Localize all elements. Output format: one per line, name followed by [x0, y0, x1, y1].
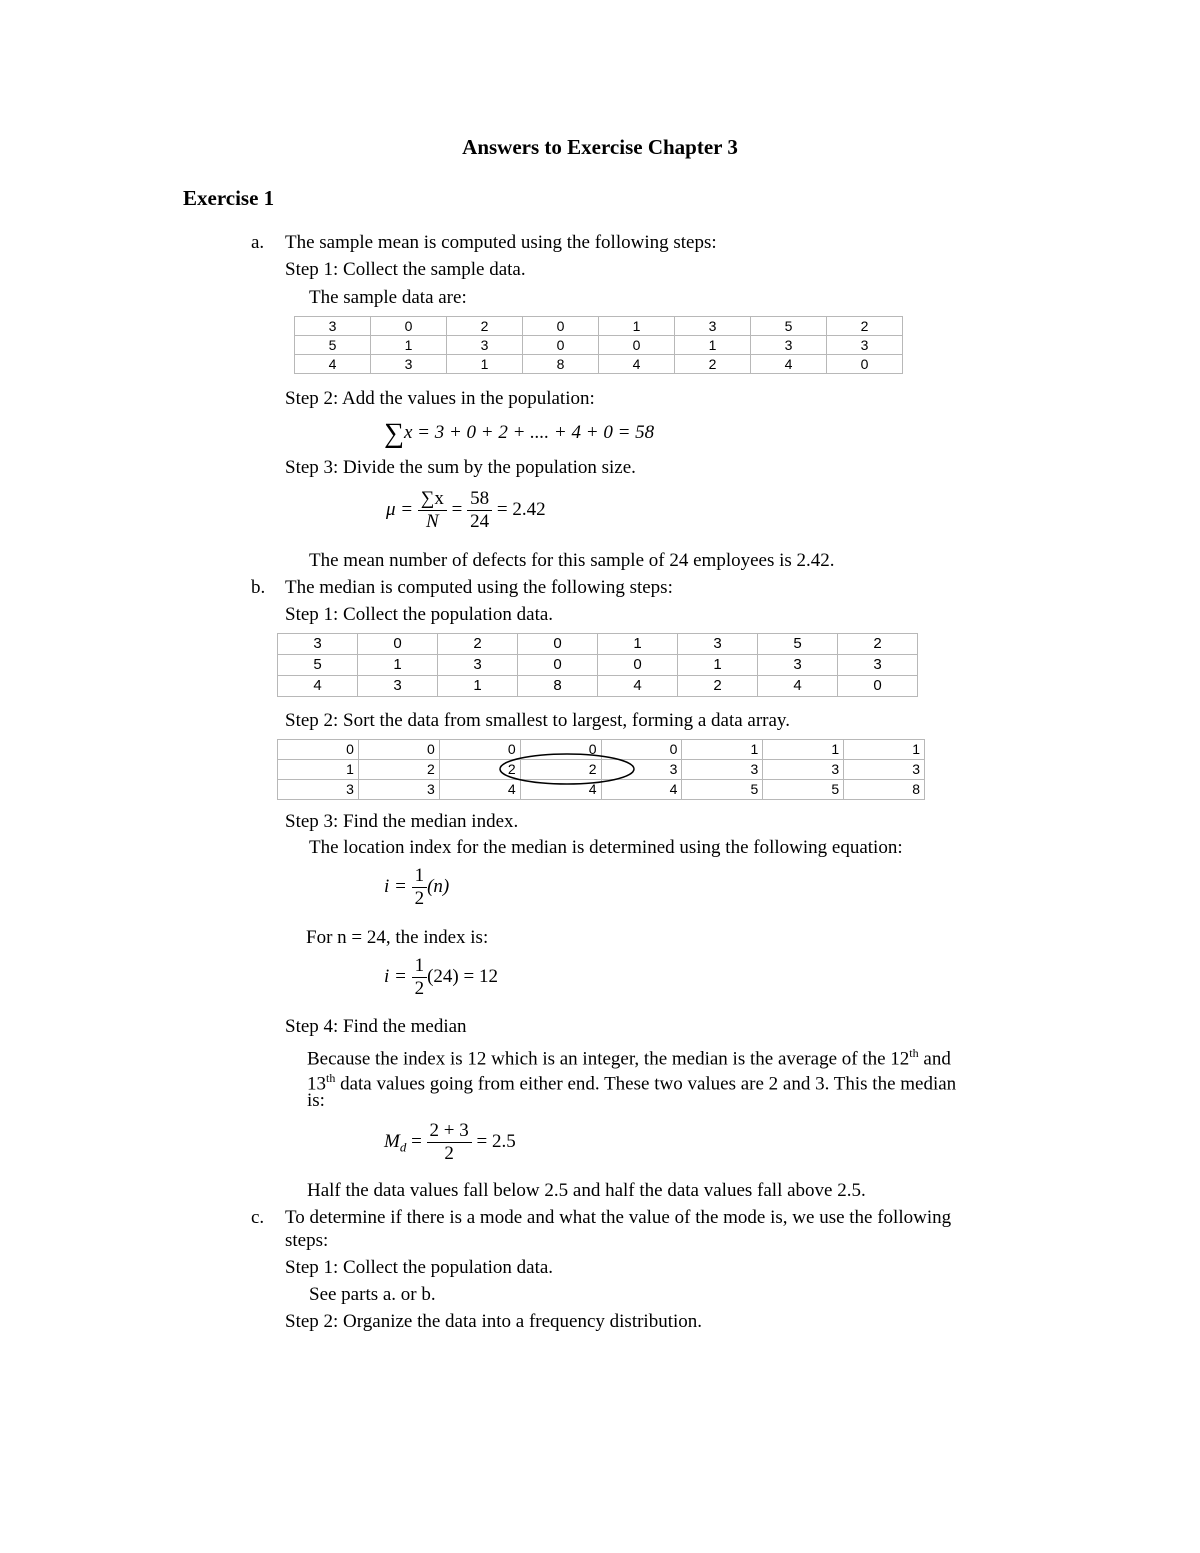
- because-2a: 13: [307, 1073, 326, 1095]
- mu-den2: 24: [470, 511, 490, 532]
- because-1b: and: [918, 1048, 951, 1070]
- median-formula: [384, 1120, 516, 1165]
- table-cell: 3: [763, 760, 844, 780]
- table-cell: 3: [827, 336, 903, 355]
- for-n-text: For n = 24, the index is:: [306, 927, 489, 948]
- table-cell: 1: [678, 655, 758, 676]
- part-b-step3: Step 3: Find the median index.: [285, 811, 519, 832]
- table-row: [295, 317, 903, 336]
- table-row: [278, 676, 918, 697]
- table-cell: 0: [523, 336, 599, 355]
- table-cell: 3: [295, 317, 371, 336]
- table-cell: 3: [838, 655, 918, 676]
- table-cell: 1: [447, 355, 523, 374]
- table-cell: 5: [278, 655, 358, 676]
- part-b-step1: Step 1: Collect the population data.: [285, 604, 554, 625]
- table-cell: 5: [295, 336, 371, 355]
- md-rhs: = 2.5: [476, 1130, 516, 1152]
- part-c-see: See parts a. or b.: [309, 1284, 436, 1305]
- table-cell: 1: [682, 740, 763, 760]
- table-cell: 1: [358, 655, 438, 676]
- index-formula: [384, 865, 449, 910]
- because-line-2: [307, 1067, 956, 1095]
- table-cell: 4: [295, 355, 371, 374]
- table-cell: 0: [439, 740, 520, 760]
- table-cell: 0: [520, 740, 601, 760]
- eq2-lhs: i =: [384, 965, 407, 987]
- eq1-den: 2: [414, 888, 425, 909]
- mu-rhs: = 2.42: [496, 498, 546, 520]
- mu-lhs: μ =: [386, 498, 414, 520]
- table-cell: 4: [598, 676, 678, 697]
- md-eq: =: [406, 1130, 422, 1152]
- sup-th-2: th: [326, 1071, 336, 1085]
- table-cell: 3: [358, 780, 439, 800]
- table-cell: 3: [675, 317, 751, 336]
- table-cell: 2: [438, 634, 518, 655]
- part-a-marker: a.: [251, 232, 265, 253]
- table-cell: 3: [601, 760, 682, 780]
- table-cell: 1: [763, 740, 844, 760]
- table-cell: 4: [278, 676, 358, 697]
- table-cell: 0: [358, 740, 439, 760]
- table-cell: 3: [447, 336, 523, 355]
- part-c-intro-2: steps:: [285, 1230, 329, 1251]
- half-text: Half the data values fall below 2.5 and half the data values fall above 2.5.: [307, 1180, 866, 1201]
- sum-equation-text: x = 3 + 0 + 2 + .... + 4 + 0 = 58: [403, 422, 655, 443]
- mu-den: N: [426, 511, 439, 532]
- md-lhs: M: [384, 1130, 400, 1152]
- median-circle: [277, 739, 925, 801]
- mu-num2: 58: [467, 488, 492, 511]
- table-cell: 0: [599, 336, 675, 355]
- because-1: Because the index is 12 which is an integer, the median is the average of the 12: [307, 1048, 910, 1070]
- table-cell: 2: [678, 676, 758, 697]
- mu-num: ∑x: [418, 488, 447, 511]
- table-cell: 0: [518, 634, 598, 655]
- part-c-step2: Step 2: Organize the data into a frequency distribution.: [285, 1311, 703, 1332]
- eq2-num: 1: [412, 955, 428, 978]
- table-cell: 0: [358, 634, 438, 655]
- part-b-step4: Step 4: Find the median: [285, 1016, 467, 1037]
- part-c-intro-1: To determine if there is a mode and what the value of the mode is, we use the following: [285, 1207, 952, 1228]
- table-cell: 8: [844, 780, 925, 800]
- table-cell: 0: [371, 317, 447, 336]
- md-num: 2 + 3: [427, 1120, 472, 1143]
- table-cell: 4: [439, 780, 520, 800]
- table-cell: 0: [838, 676, 918, 697]
- table-cell: 3: [278, 634, 358, 655]
- mean-formula: μ = $\frac{\sum x}{N}$ = $\frac{58}{24}$ = 2.42: [386, 488, 546, 532]
- part-b-marker: b.: [251, 577, 266, 598]
- table-row: [295, 355, 903, 374]
- sample-data-table: [294, 316, 903, 374]
- index-text: The location index for the median is determined using the following equation:: [309, 837, 903, 858]
- table-cell: 4: [599, 355, 675, 374]
- sum-equation: ∑x = 3 + 0 + 2 + .... + 4 + 0 = 58: [384, 418, 655, 449]
- table-cell: 1: [598, 634, 678, 655]
- table-cell: 0: [523, 317, 599, 336]
- part-b-intro: The median is computed using the following steps:: [285, 577, 673, 598]
- table-cell: 5: [763, 780, 844, 800]
- exercise-heading: Exercise 1: [183, 186, 275, 210]
- table-cell: 4: [751, 355, 827, 374]
- table-cell: 3: [751, 336, 827, 355]
- md-sub: d: [399, 1139, 407, 1155]
- table-cell: 1: [438, 676, 518, 697]
- table-cell: 3: [358, 676, 438, 697]
- table-cell: 3: [758, 655, 838, 676]
- sample-data-label: The sample data are:: [309, 287, 467, 308]
- table-cell: 3: [844, 760, 925, 780]
- table-cell: 0: [598, 655, 678, 676]
- because-line-3: is:: [307, 1090, 325, 1111]
- population-data-table: [277, 633, 918, 697]
- eq1-lhs: i =: [384, 875, 407, 897]
- table-cell: 1: [371, 336, 447, 355]
- table-cell: 1: [844, 740, 925, 760]
- eq1-num: 1: [412, 865, 428, 888]
- eq1-rhs: (n): [427, 875, 450, 897]
- table-cell: 2: [675, 355, 751, 374]
- index-value-formula: [384, 955, 498, 1000]
- table-cell: 2: [827, 317, 903, 336]
- table-row: [278, 655, 918, 676]
- table-cell: 1: [675, 336, 751, 355]
- part-a-step1: Step 1: Collect the sample data.: [285, 259, 526, 280]
- table-cell: 4: [758, 676, 838, 697]
- table-cell: 1: [599, 317, 675, 336]
- table-cell: 1: [278, 760, 359, 780]
- eq2-den: 2: [414, 978, 425, 999]
- part-c-step1: Step 1: Collect the population data.: [285, 1257, 554, 1278]
- part-b-step2: Step 2: Sort the data from smallest to largest, forming a data array.: [285, 710, 790, 731]
- eq2-rhs: (24) = 12: [427, 965, 498, 987]
- table-cell: 3: [278, 780, 359, 800]
- page-title: Answers to Exercise Chapter 3: [462, 135, 738, 159]
- table-cell: 2: [838, 634, 918, 655]
- table-cell: 0: [827, 355, 903, 374]
- part-a-conclusion: The mean number of defects for this sample of 24 employees is 2.42.: [309, 550, 835, 571]
- table-row: [278, 634, 918, 655]
- table-cell: 0: [278, 740, 359, 760]
- table-cell: 8: [523, 355, 599, 374]
- table-cell: 4: [520, 780, 601, 800]
- part-c-marker: c.: [251, 1207, 265, 1228]
- table-row: [295, 336, 903, 355]
- table-cell: 3: [438, 655, 518, 676]
- table-cell: 3: [678, 634, 758, 655]
- table-cell: 8: [518, 676, 598, 697]
- sup-th-1: th: [909, 1046, 919, 1060]
- table-cell: 0: [518, 655, 598, 676]
- part-a-step3: Step 3: Divide the sum by the population size.: [285, 457, 636, 478]
- part-a-step2: Step 2: Add the values in the population:: [285, 388, 595, 409]
- sorted-array: [277, 739, 925, 801]
- table-cell: 3: [371, 355, 447, 374]
- table-cell: 2: [447, 317, 523, 336]
- part-a-intro: The sample mean is computed using the following steps:: [285, 232, 717, 253]
- table-cell: 2: [358, 760, 439, 780]
- table-cell: 5: [751, 317, 827, 336]
- table-cell: 0: [601, 740, 682, 760]
- table-cell: 2: [520, 760, 601, 780]
- table-cell: 2: [439, 760, 520, 780]
- md-den: 2: [444, 1143, 454, 1164]
- table-cell: 5: [682, 780, 763, 800]
- because-2b: data values going from either end. These two values are 2 and 3. This the median: [335, 1073, 957, 1095]
- table-cell: 5: [758, 634, 838, 655]
- table-cell: 3: [682, 760, 763, 780]
- table-cell: 4: [601, 780, 682, 800]
